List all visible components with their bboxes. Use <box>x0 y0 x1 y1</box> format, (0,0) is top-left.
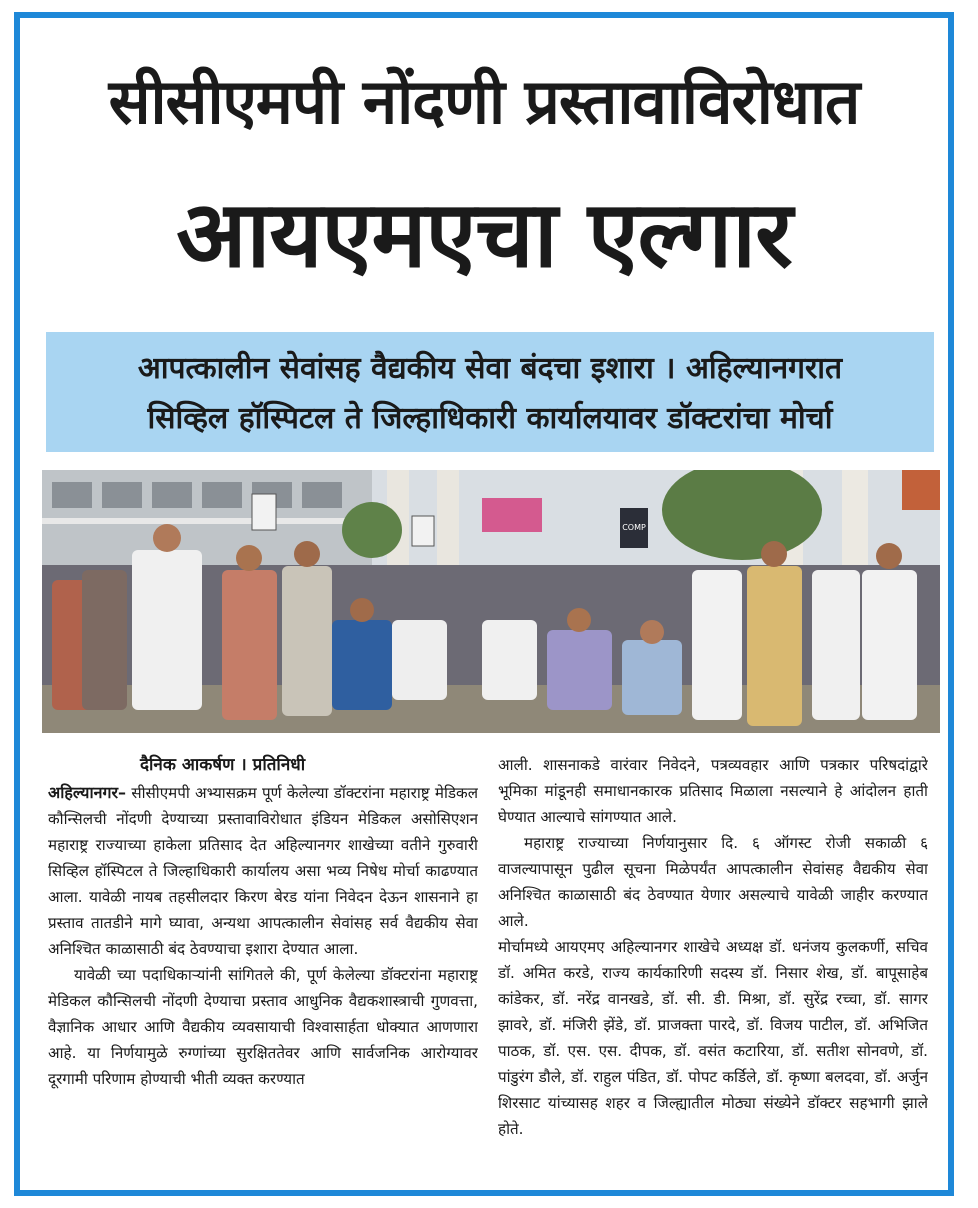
headline-line-1: सीसीएमपी नोंदणी प्रस्तावाविरोधात <box>108 65 860 138</box>
protest-photo <box>42 470 940 733</box>
article-paragraph-3: महाराष्ट्र राज्याच्या निर्णयानुसार दि. ६ ऑगस्ट रोजी सकाळी ६ वाजल्यापासून पुढील सूचना मिळेपर्यंत आपत्कालीन सेवांसह वैद्यकीय सेवा अनिश्चित काळासाठी बंद ठेवण्यात येणार असल्याचे यावेळी जाहीर करण्यात आले. <box>498 834 928 930</box>
article-paragraph-1 <box>48 780 478 962</box>
subheadline-line-2: सिव्हिल हॉस्पिटल ते जिल्हाधिकारी कार्यालयावर डॉक्टरांचा मोर्चा <box>147 401 833 436</box>
byline: दैनिक आकर्षण । प्रतिनिधी <box>140 755 306 775</box>
paragraph-1-text: सीसीएमपी अभ्यासक्रम पूर्ण केलेल्या डॉक्टरांना महाराष्ट्र मेडिकल कौन्सिलची नोंदणी देण्याच्या प्रस्तावाविरोधात इंडियन मेडिकल असोसिएशन महाराष्ट्र राज्याच्या हाकेला प्रतिसाद देत अहिल्यानगर शाखेच्या वतीने गुरुवारी सिव्हिल हॉस्पिटल ते जिल्हाधिकारी कार्यालय असा भव्य निषेध मोर्चा काढण्यात आला. यावेळी नायब तहसीलदार किरण बेरड यांना निवेदन देऊन शासनाने हा प्रस्ताव तातडीने मागे घ्यावा, अन्यथा आपत्कालीन सेवांसह सर्व वैद्यकीय सेवा अनिश्चित काळासाठी बंद ठेवण्याचा इशारा देण्यात आला. <box>48 784 478 958</box>
placard-text: COMP <box>622 523 646 532</box>
headline-line-2: आयएमएचा एल्गार <box>176 181 792 288</box>
dateline: अहिल्यानगर– <box>48 783 127 802</box>
article-paragraph-2-continued: आली. शासनाकडे वारंवार निवेदने, पत्रव्यवहार आणि पत्रकार परिषदांद्वारे भूमिका मांडूनही समाधानकारक प्रतिसाद मिळाला नसल्याने हे आंदोलन हाती घेण्यात आल्याचे सांगण्यात आले. <box>498 756 928 826</box>
article-paragraph-4: मोर्चामध्ये आयएमए अहिल्यानगर शाखेचे अध्यक्ष डॉ. धनंजय कुलकर्णी, सचिव डॉ. अमित करडे, राज्य कार्यकारिणी सदस्य डॉ. निसार शेख, डॉ. बापूसाहेब कांडेकर, डॉ. नरेंद्र वानखडे, डॉ. सी. डी. मिश्रा, डॉ. सुरेंद्र रच्चा, डॉ. सागर झावरे, डॉ. मंजिरी झेंडे, डॉ. प्राजक्ता पारदे, डॉ. विजय पाटील, डॉ. अभिजित पाठक, डॉ. एस. एस. दीपक, डॉ. वसंत कटारिया, डॉ. सतीश सोनवणे, डॉ. पांडुरंग डौले, डॉ. राहुल पंडित, डॉ. पोपट कर्डिले, डॉ. कृष्णा बलदवा, डॉ. अर्जुन शिरसाट यांच्यासह शहर व जिल्ह्यातील मोठ्या संख्येने डॉक्टर सहभागी झाले होते. <box>498 938 928 1138</box>
newspaper-clipping <box>14 12 954 1196</box>
article-paragraph-2: यावेळी च्या पदाधिकाऱ्यांनी सांगितले की, पूर्ण केलेल्या डॉक्टरांना महाराष्ट्र मेडिकल कौन्सिलची नोंदणी देण्याचा प्रस्ताव आधुनिक वैद्यकशास्त्राची गुणवत्ता, वैज्ञानिक आधार आणि वैद्यकीय व्यवसायाची विश्वासार्हता धोक्यात आणणारा आहे. या निर्णयामुळे रुग्णांच्या सुरक्षिततेवर आणि सार्वजनिक आरोग्यावर दूरगामी परिणाम होण्याची भीती व्यक्त करण्यात <box>48 966 478 1088</box>
article-column-left <box>48 780 478 1190</box>
protest-photo-illustration <box>42 470 940 733</box>
subheadline-line-1: आपत्कालीन सेवांसह वैद्यकीय सेवा बंदचा इशारा । अहिल्यानगरात <box>137 351 843 386</box>
subheadline-box <box>46 332 934 452</box>
article-column-right <box>498 752 928 1192</box>
